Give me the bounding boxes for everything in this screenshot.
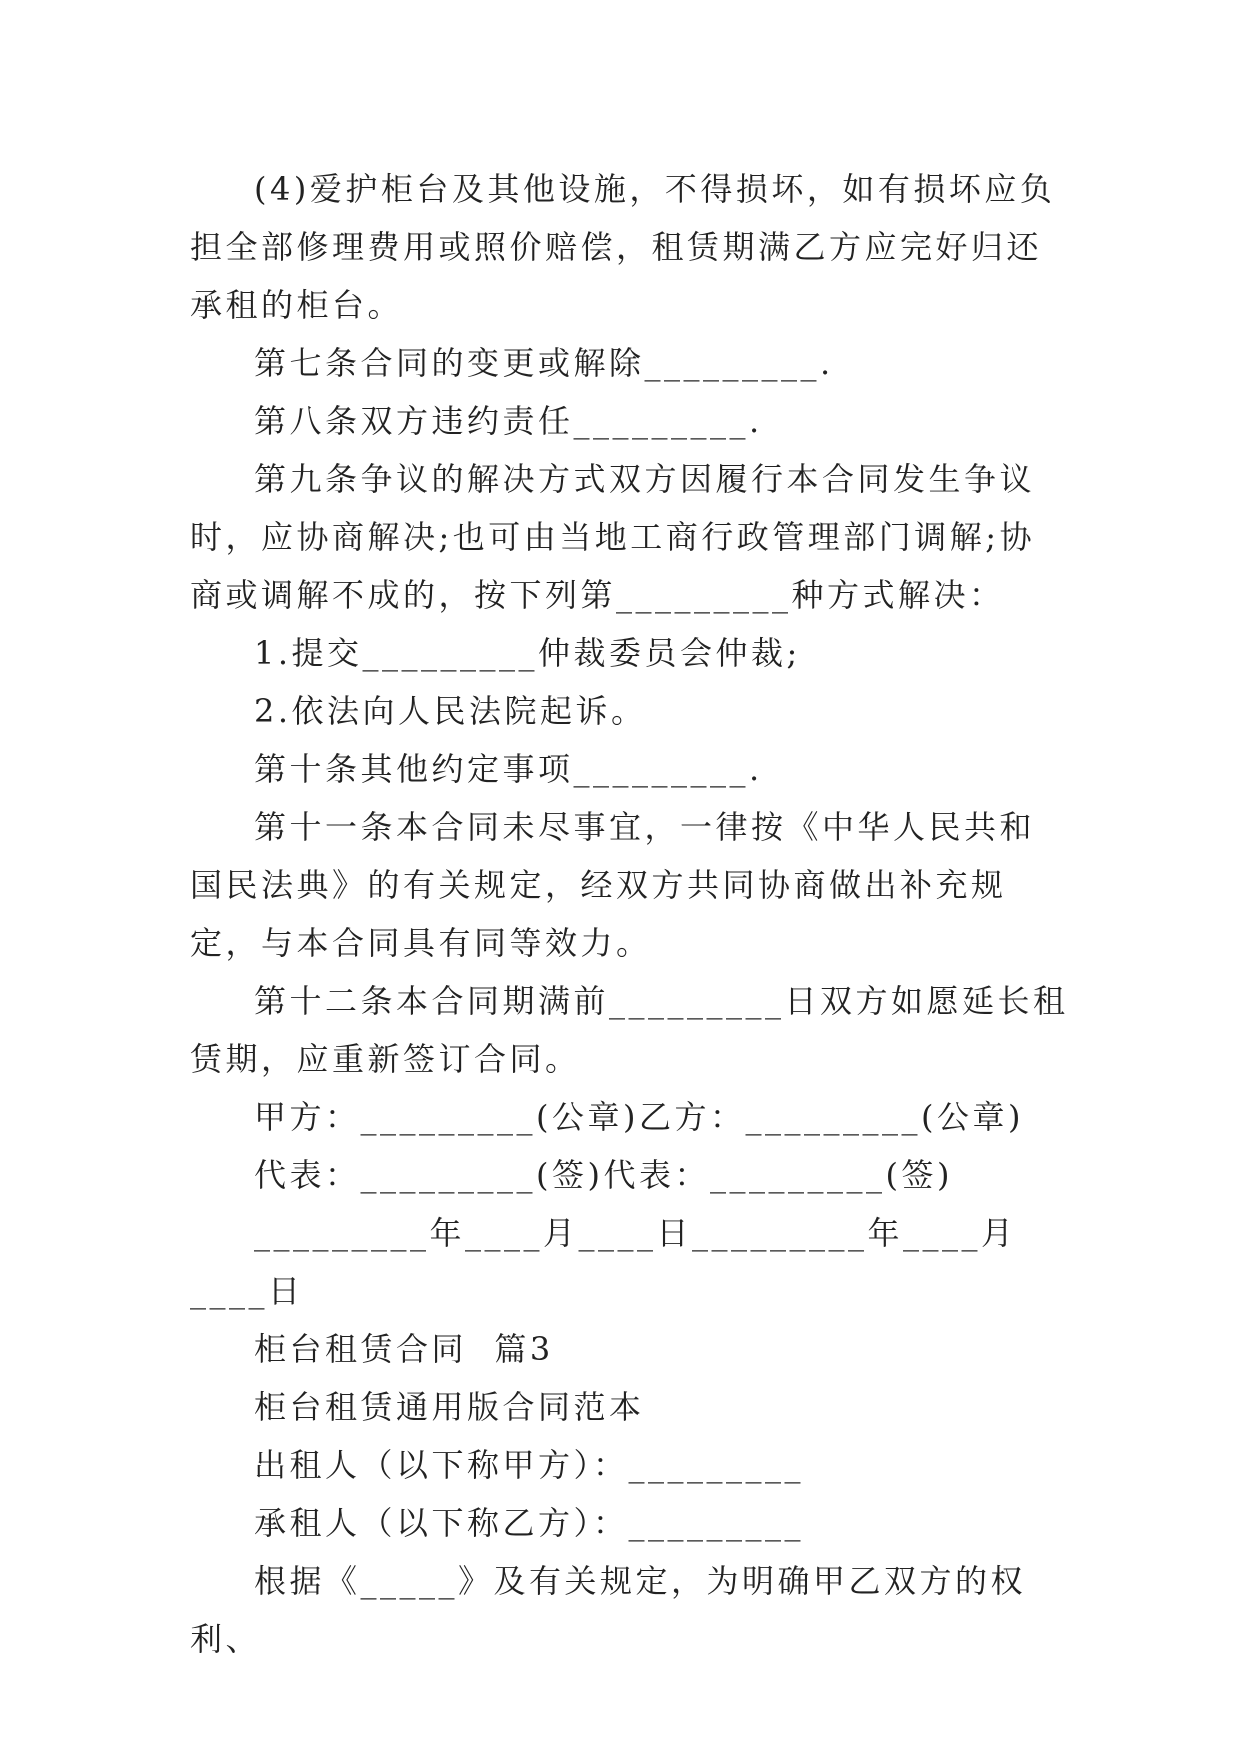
lessee-line: 承租人（以下称乙方）：_________ bbox=[254, 1504, 805, 1542]
article-7-modification: 第七条合同的变更或解除_________. bbox=[254, 344, 834, 382]
dispute-option-1: 1.提交_________仲裁委员会仲裁; bbox=[254, 634, 801, 672]
article-12-renewal: 第十二条本合同期满前_________日双方如愿延长租赁期，应重新签订合同。 bbox=[190, 982, 1069, 1078]
article-11-supplementary: 第十一条本合同未尽事宜，一律按《中华人民共和国民法典》的有关规定，经双方共同协商做出补充规定，与本合同具有同等效力。 bbox=[190, 808, 1036, 962]
preamble-line: 根据《_____》及有关规定，为明确甲乙双方的权利、 bbox=[190, 1562, 1027, 1658]
article-9-dispute-resolution: 第九条争议的解决方式双方因履行本合同发生争议时，应协商解决;也可由当地工商行政管理部门调解;协商或调解不成的，按下列第_________种方式解决： bbox=[190, 460, 1036, 614]
document-body bbox=[190, 160, 1070, 1668]
lessor-line: 出租人（以下称甲方）：_________ bbox=[254, 1446, 805, 1484]
party-seal-line: 甲方：_________(公章)乙方：_________(公章) bbox=[254, 1098, 1024, 1136]
date-line: _________年____月____日_________年____月____日 bbox=[190, 1214, 1017, 1310]
dispute-option-2: 2.依法向人民法院起诉。 bbox=[254, 692, 647, 730]
representative-sign-line: 代表：_________(签)代表：_________(签) bbox=[254, 1156, 953, 1194]
article-10-other-matters: 第十条其他约定事项_________. bbox=[254, 750, 763, 788]
clause-4-care-of-counter: (4)爱护柜台及其他设施，不得损坏，如有损坏应负担全部修理费用或照价赔偿，租赁期满乙方应完好归还承租的柜台。 bbox=[190, 170, 1056, 324]
article-8-liability: 第八条双方违约责任_________. bbox=[254, 402, 763, 440]
contract-title: 柜台租赁通用版合同范本 bbox=[254, 1388, 645, 1426]
section-heading: 柜台租赁合同 篇3 bbox=[254, 1330, 554, 1368]
